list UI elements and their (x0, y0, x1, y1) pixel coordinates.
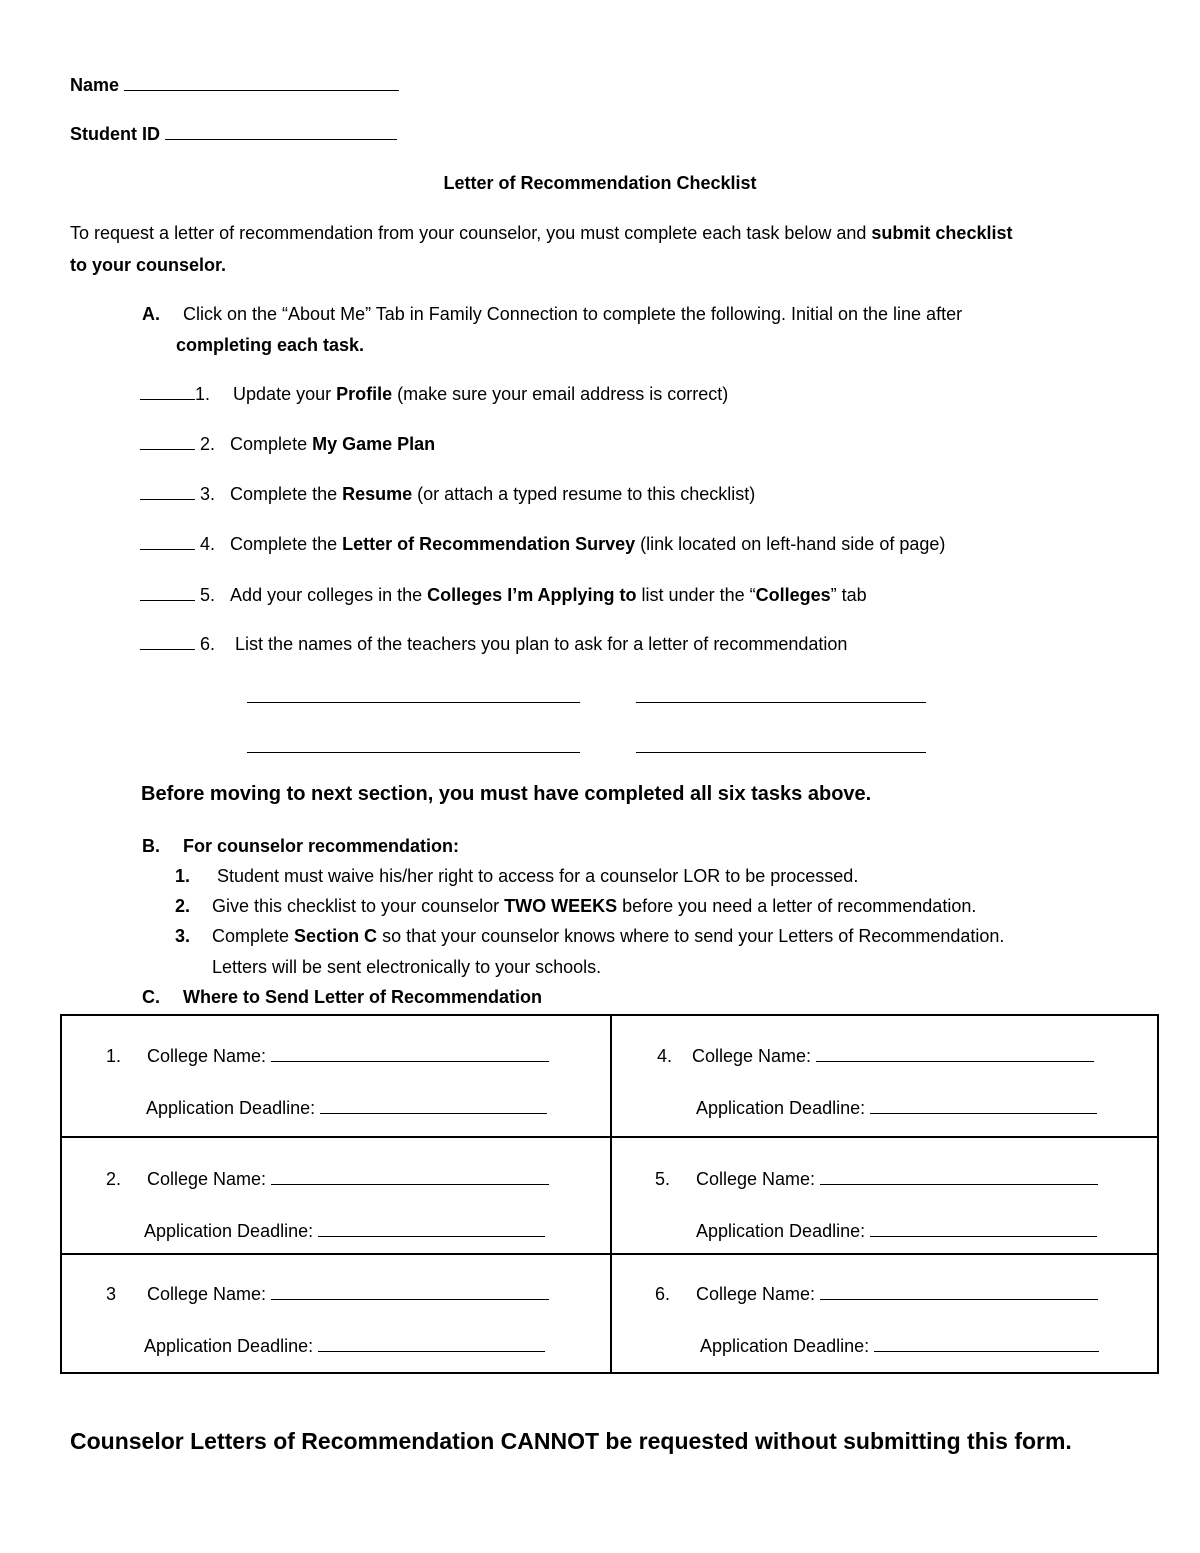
task-text-post-2: ” tab (830, 585, 867, 605)
college-name-blank[interactable] (271, 1184, 549, 1185)
task-text: Complete the (230, 534, 343, 554)
deadline-label: Application Deadline: (144, 1221, 314, 1241)
college-name-field[interactable] (696, 1169, 1098, 1190)
task-text: List the names of the teachers you plan to ask for a letter of recommendation (230, 634, 848, 654)
deadline-label: Application Deadline: (144, 1336, 314, 1356)
college-name-blank[interactable] (816, 1061, 1094, 1062)
teacher-name-line[interactable] (247, 702, 580, 703)
college-name-label: College Name: (696, 1284, 816, 1304)
task-row (140, 434, 435, 455)
section-b-title: For counselor recommendation: (183, 836, 460, 856)
college-name-field[interactable] (696, 1284, 1098, 1305)
item-text: Complete (212, 926, 295, 946)
deadline-field[interactable] (146, 1098, 547, 1119)
initial-blank[interactable] (140, 499, 195, 500)
college-number: 1. (106, 1046, 122, 1066)
student-id-label: Student ID (70, 124, 160, 144)
section-b-item-line2: Letters will be sent electronically to your schools. (212, 957, 602, 977)
task-text: Complete (230, 434, 313, 454)
deadline-label: Application Deadline: (696, 1098, 866, 1118)
deadline-field[interactable] (696, 1098, 1097, 1119)
task-text: Update your (233, 384, 337, 404)
college-number: 4. (657, 1046, 673, 1066)
college-name-field[interactable] (147, 1284, 549, 1305)
college-name-blank[interactable] (271, 1061, 549, 1062)
item-text: Student must waive his/her right to access for a counselor LOR to be processed. (212, 866, 859, 886)
section-c-letter: C. (142, 987, 160, 1007)
task-number: 1. (195, 384, 211, 404)
name-label: Name (70, 75, 120, 95)
item-text-post: before you need a letter of recommendation. (617, 896, 977, 916)
task-number: 2. (200, 434, 216, 454)
task-text-post: list under the “ (636, 585, 756, 605)
section-a-bold: completing each task. (176, 335, 365, 355)
deadline-blank[interactable] (870, 1113, 1097, 1114)
task-row (140, 585, 867, 606)
task-bold: Letter of Recommendation Survey (342, 534, 636, 554)
section-b-item (175, 896, 976, 917)
college-name-label: College Name: (692, 1046, 812, 1066)
item-bold: TWO WEEKS (504, 896, 618, 916)
task-row (140, 634, 847, 655)
item-number: 3. (175, 926, 191, 946)
college-name-label: College Name: (147, 1284, 267, 1304)
item-bold: Section C (294, 926, 378, 946)
initial-blank[interactable] (140, 449, 195, 450)
initial-blank[interactable] (140, 600, 195, 601)
deadline-label: Application Deadline: (700, 1336, 870, 1356)
task-row (140, 534, 945, 555)
section-b-item (175, 926, 1004, 947)
task-text-post: (link located on left-hand side of page) (635, 534, 946, 554)
student-id-field[interactable] (70, 124, 397, 145)
task-bold-2: Colleges (755, 585, 831, 605)
initial-blank[interactable] (140, 649, 195, 650)
task-number: 6. (200, 634, 216, 654)
deadline-blank[interactable] (320, 1113, 547, 1114)
task-text: Add your colleges in the (230, 585, 428, 605)
deadline-label: Application Deadline: (696, 1221, 866, 1241)
section-a-letter: A. (142, 304, 160, 324)
deadline-blank[interactable] (870, 1236, 1097, 1237)
college-number: 6. (655, 1284, 671, 1304)
college-name-blank[interactable] (271, 1299, 549, 1300)
college-name-field[interactable] (147, 1169, 549, 1190)
teacher-name-line[interactable] (247, 752, 580, 753)
section-a-text: Click on the “About Me” Tab in Family Connection to complete the following. Initial on the line after (183, 304, 963, 324)
warning-text: Before moving to next section, you must have completed all six tasks above. (141, 783, 872, 805)
name-blank[interactable] (124, 90, 399, 91)
task-text-post: (or attach a typed resume to this checklist) (412, 484, 756, 504)
task-number: 4. (200, 534, 216, 554)
page-title: Letter of Recommendation Checklist (443, 173, 757, 193)
task-bold: Colleges I’m Applying to (427, 585, 637, 605)
deadline-blank[interactable] (318, 1236, 545, 1237)
student-id-blank[interactable] (165, 139, 397, 140)
item-number: 2. (175, 896, 191, 916)
deadline-field[interactable] (144, 1221, 545, 1242)
footer-notice: Counselor Letters of Recommendation CANNOT be requested without submitting this form. (70, 1428, 1072, 1454)
intro-text: To request a letter of recommendation from your counselor, you must complete each task below and (70, 223, 872, 243)
college-name-blank[interactable] (820, 1299, 1098, 1300)
task-number: 3. (200, 484, 216, 504)
task-bold: Profile (336, 384, 393, 404)
college-name-blank[interactable] (820, 1184, 1098, 1185)
deadline-field[interactable] (696, 1221, 1097, 1242)
initial-blank[interactable] (140, 549, 195, 550)
task-text: Complete the (230, 484, 343, 504)
college-number: 5. (655, 1169, 671, 1189)
college-table (60, 1014, 1159, 1374)
teacher-name-line[interactable] (636, 702, 926, 703)
college-name-label: College Name: (147, 1169, 267, 1189)
task-row (140, 484, 755, 505)
item-number: 1. (175, 866, 191, 886)
intro-bold-1: submit checklist (871, 223, 1013, 243)
task-bold: My Game Plan (312, 434, 436, 454)
table-divider (610, 1016, 612, 1372)
item-text: Give this checklist to your counselor (212, 896, 505, 916)
name-field[interactable] (70, 75, 399, 96)
table-divider (62, 1136, 1157, 1138)
section-b-letter: B. (142, 836, 160, 856)
college-name-field[interactable] (692, 1046, 1094, 1067)
deadline-label: Application Deadline: (146, 1098, 316, 1118)
college-name-label: College Name: (696, 1169, 816, 1189)
intro-paragraph (70, 223, 1012, 244)
table-divider (62, 1253, 1157, 1255)
college-number: 3 (106, 1284, 117, 1304)
task-number: 5. (200, 585, 216, 605)
deadline-field[interactable] (144, 1336, 545, 1357)
initial-blank[interactable] (140, 399, 195, 400)
section-b-item (175, 866, 858, 887)
college-name-label: College Name: (147, 1046, 267, 1066)
deadline-blank[interactable] (318, 1351, 545, 1352)
item-text-post: so that your counselor knows where to send your Letters of Recommendation. (377, 926, 1005, 946)
deadline-blank[interactable] (874, 1351, 1099, 1352)
college-number: 2. (106, 1169, 122, 1189)
section-c-title: Where to Send Letter of Recommendation (183, 987, 543, 1007)
college-name-field[interactable] (147, 1046, 549, 1067)
intro-bold-2: to your counselor. (70, 255, 227, 275)
task-row (140, 384, 728, 405)
task-bold: Resume (342, 484, 413, 504)
deadline-field[interactable] (700, 1336, 1099, 1357)
task-text-post: (make sure your email address is correct) (392, 384, 729, 404)
teacher-name-line[interactable] (636, 752, 926, 753)
